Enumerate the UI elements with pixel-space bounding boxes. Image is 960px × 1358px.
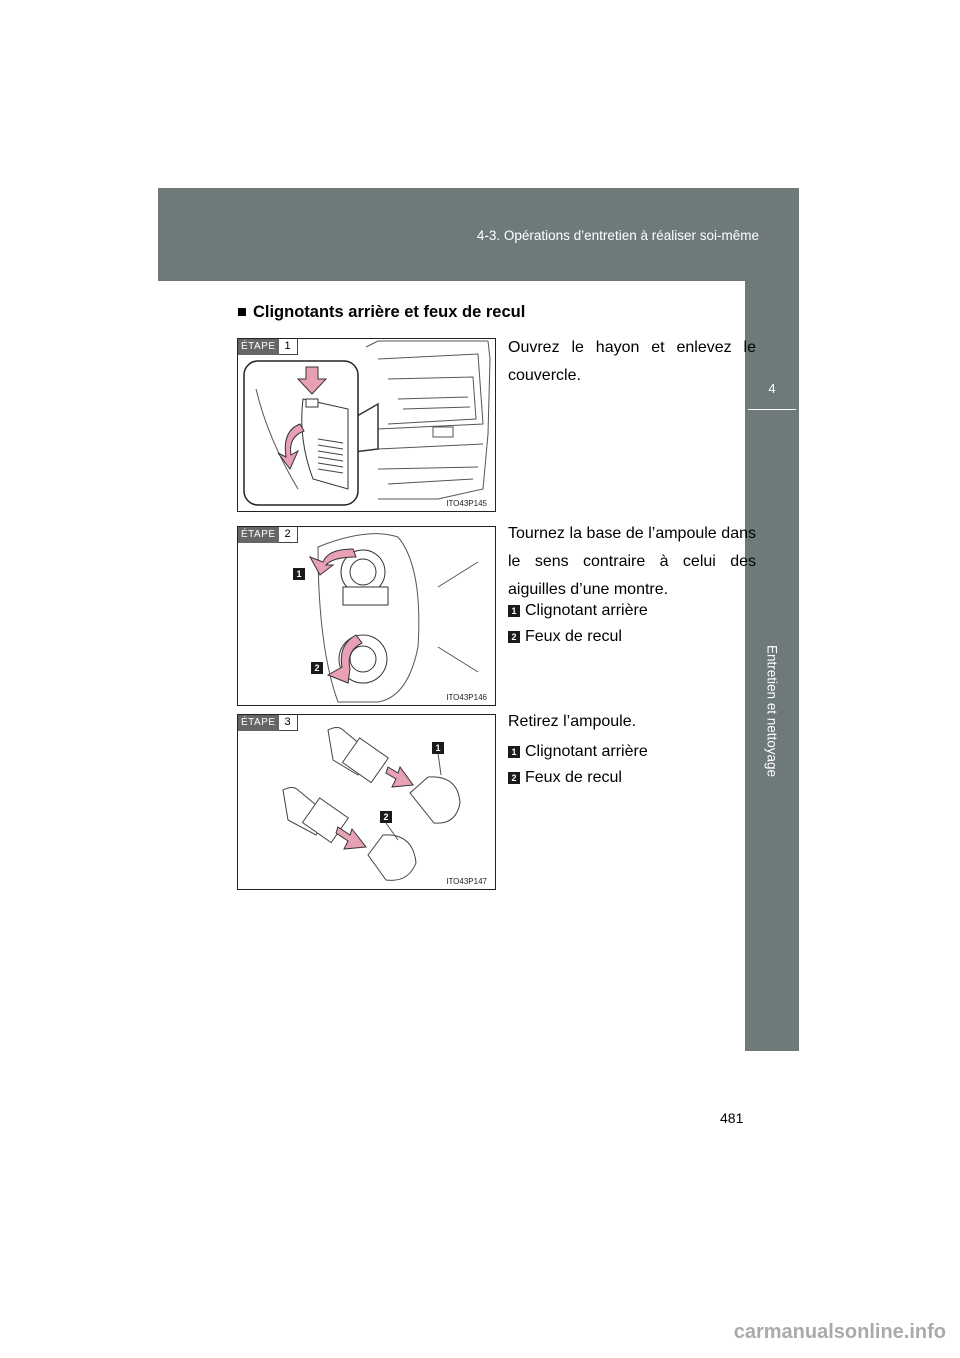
step-2-badge — [238, 527, 298, 543]
legend-label: Feux de recul — [525, 628, 622, 645]
step-number: 1 — [279, 339, 298, 355]
callout-1: 1 — [432, 742, 444, 754]
tail-light-sockets-illustration — [238, 527, 495, 705]
square-bullet-icon: ■ — [237, 303, 247, 321]
callout-2: 2 — [380, 811, 392, 823]
step-1-figure — [237, 338, 496, 512]
chapter-label: Entretien et nettoyage — [764, 644, 780, 778]
figure-code: ITO43P146 — [446, 693, 487, 702]
step-number: 2 — [279, 527, 298, 543]
legend-item — [508, 743, 648, 761]
legend-number: 2 — [508, 631, 520, 643]
step-2-figure — [237, 526, 496, 706]
chapter-header — [158, 188, 799, 281]
legend-item — [508, 602, 648, 620]
legend-label: Clignotant arrière — [525, 743, 648, 760]
step-3-badge — [238, 715, 298, 731]
legend-number: 2 — [508, 772, 520, 784]
tab-divider — [748, 409, 796, 410]
bulbs-removal-illustration — [238, 715, 495, 889]
step-1-badge — [238, 339, 298, 355]
section-title — [237, 303, 525, 322]
legend-item — [508, 628, 622, 646]
step-word: ÉTAPE — [238, 339, 279, 355]
figure-code: ITO43P147 — [446, 877, 487, 886]
step-word: ÉTAPE — [238, 527, 279, 543]
page-number: 481 — [720, 1110, 744, 1126]
watermark: carmanualsonline.info — [733, 1321, 946, 1343]
chapter-title: 4-3. Opérations d’entretien à réaliser soi-même — [476, 228, 759, 243]
legend-label: Feux de recul — [525, 769, 622, 786]
callout-2: 2 — [311, 662, 323, 674]
legend-number: 1 — [508, 746, 520, 758]
callout-1: 1 — [293, 568, 305, 580]
step-1-text: Ouvrez le hayon et enlevez le couvercle. — [508, 339, 756, 384]
step-number: 3 — [279, 715, 298, 731]
legend-item — [508, 769, 622, 787]
figure-code: ITO43P145 — [446, 499, 487, 508]
legend-label: Clignotant arrière — [525, 602, 648, 619]
step-2-text: Tournez la base de l’ampoule dans le sens contraire à celui des aiguilles d’une montre. — [508, 525, 756, 598]
step-word: ÉTAPE — [238, 715, 279, 731]
hatchback-illustration — [238, 339, 495, 511]
chapter-number: 4 — [768, 381, 776, 396]
step-3-text: Retirez l’ampoule. — [508, 713, 637, 730]
step-3-figure — [237, 714, 496, 890]
legend-number: 1 — [508, 605, 520, 617]
chapter-side-tab — [745, 281, 799, 1051]
section-title-text: Clignotants arrière et feux de recul — [252, 303, 526, 321]
